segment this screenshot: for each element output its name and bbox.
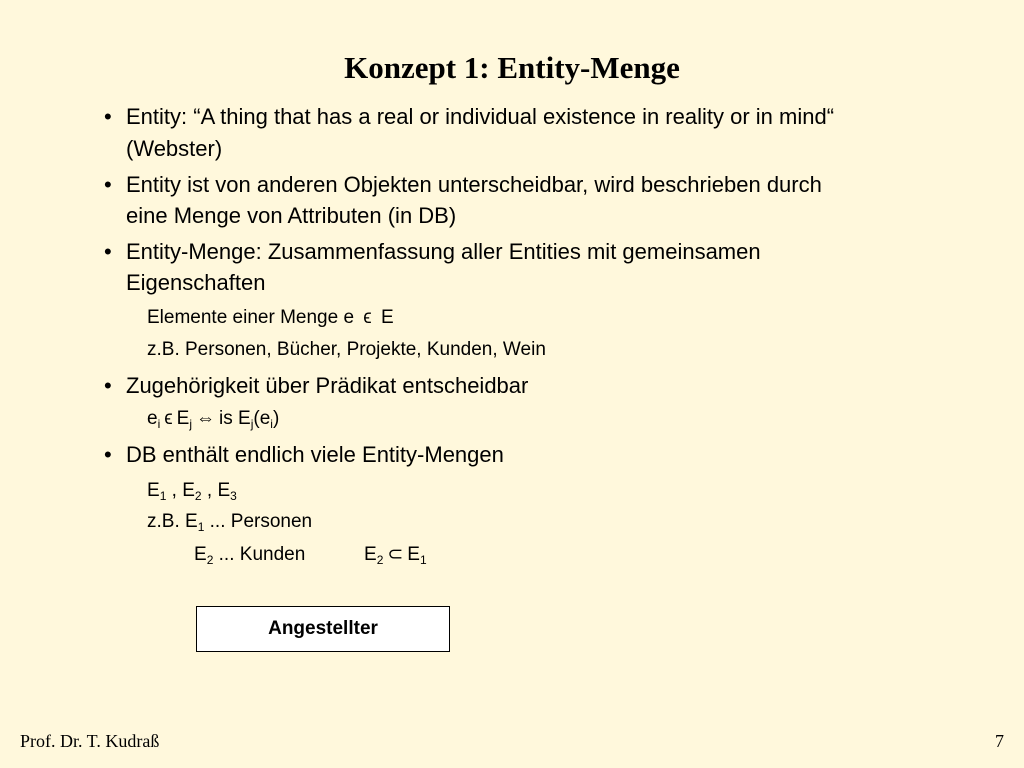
predicate-close: ) [272,408,280,429]
bullet-5-line-1: DB enthält endlich viele Entity-Mengen [126,442,504,467]
subset-icon: ⊂ [387,544,404,565]
bullet-1-line-1: Entity: “A thing that has a real or individual existence in reality or in mind“ [126,104,835,129]
set-letter: E [364,544,377,565]
zb-personen-line [147,508,312,536]
set-letter: E [217,480,231,501]
bullet-icon: • [104,239,112,264]
set-letter: E [147,480,160,501]
elemente-text: Elemente einer Menge e [147,307,355,328]
predicate-index-j: j [250,417,254,431]
set-index: 1 [197,520,205,534]
bullet-3-line-2: Eigenschaften [126,270,266,295]
predicate-E: E [176,408,190,429]
predicate-index-i: i [270,417,273,431]
elemente-line [147,304,394,332]
element-of-icon: ϵ [164,408,173,429]
bullet-1-line-2: (Webster) [126,136,223,161]
set-index: 2 [194,489,202,503]
set-letter: E [194,544,207,565]
bullet-icon: • [104,442,112,467]
bullet-4-line-1: Zugehörigkeit über Prädikat entscheidbar [126,373,529,398]
page-number: 7 [995,731,1004,751]
bullet-icon: • [104,104,112,129]
bullet-3-line-1: Entity-Menge: Zusammenfassung aller Entities mit gemeinsamen [126,239,761,264]
entity-box-angestellter [196,606,450,652]
element-of-icon: ϵ [363,307,372,328]
subset-line [364,541,427,569]
predicate-open: (e [253,408,271,429]
personen-text: ... Personen [209,511,313,532]
set-letter: E [182,480,195,501]
set-letter: E [407,544,420,565]
predicate-is: is E [219,408,251,429]
bullet-2-line-1: Entity ist von anderen Objekten unterscheidbar, wird beschrieben durch [126,172,822,197]
footer-author: Prof. Dr. T. Kudraß [20,731,160,751]
predicate-index-i: i [157,417,161,431]
set-index: 2 [206,553,214,567]
bullet-icon: • [104,373,112,398]
bullet-2-line-2: eine Menge von Attributen (in DB) [126,203,457,228]
set-index: 2 [376,553,384,567]
set-index: 1 [159,489,167,503]
beispiel-line: z.B. Personen, Bücher, Projekte, Kunden, Wein [147,339,546,360]
predicate-line [147,405,279,433]
separator: , [206,480,213,501]
bullet-icon: • [104,172,112,197]
slide-title: Konzept 1: Entity-Menge [344,50,680,85]
predicate-e: e [147,408,158,429]
kunden-line [194,541,305,569]
kunden-text: ... Kunden [218,544,306,565]
entity-box-label: Angestellter [268,618,378,639]
elemente-set: E [380,307,394,328]
separator: , [171,480,177,501]
predicate-index-j: j [189,417,193,431]
set-index: 3 [230,489,237,503]
set-index: 1 [419,553,427,567]
iff-icon: ⇔ [196,408,216,429]
entity-sets-line [147,477,237,505]
zb-prefix: z.B. E [147,511,198,532]
